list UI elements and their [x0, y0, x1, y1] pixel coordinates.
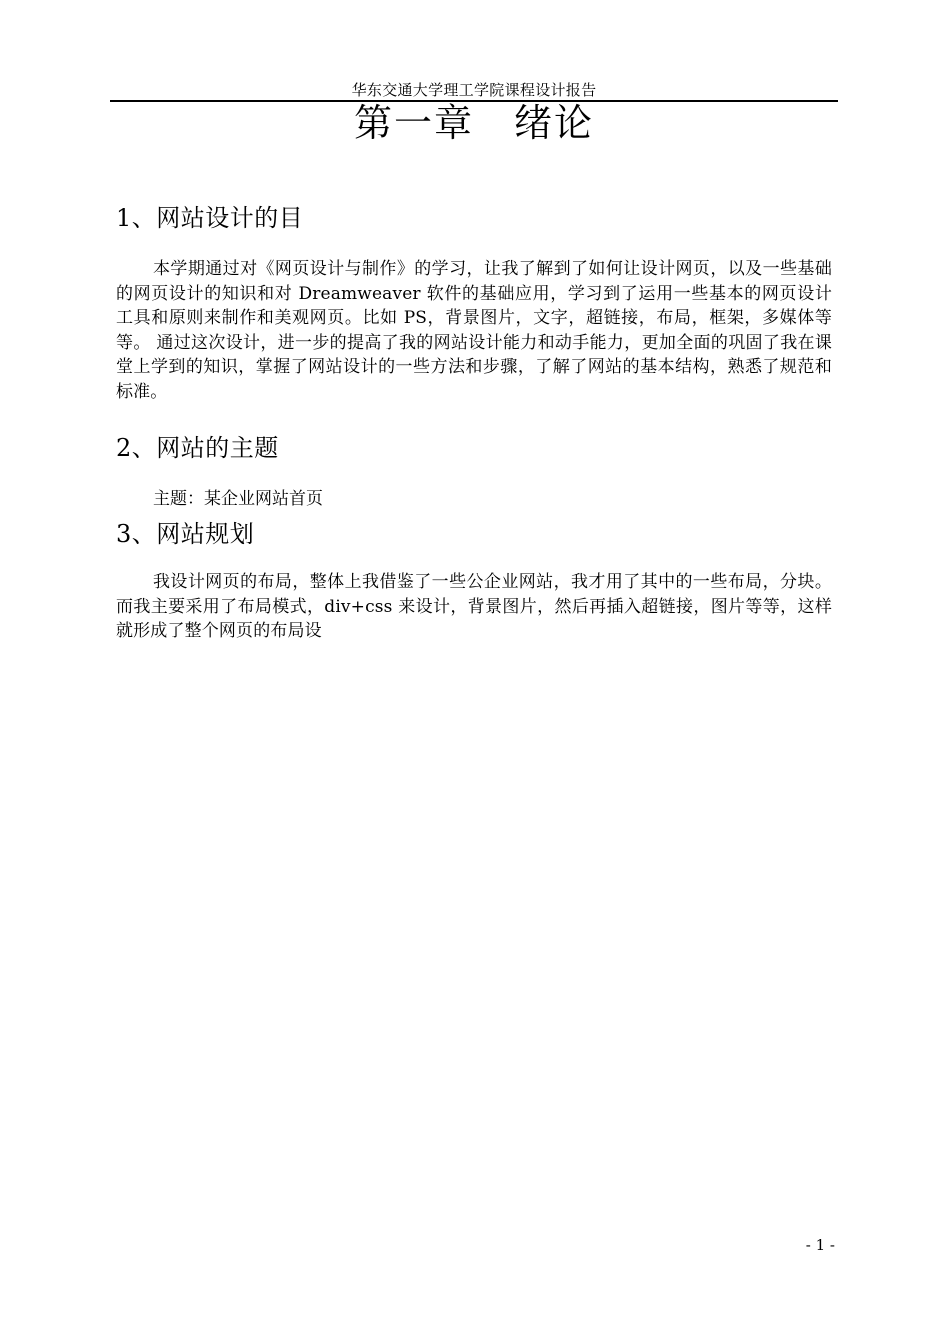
section-paragraph-theme: 主题：某企业网站首页	[153, 489, 323, 509]
page-number: - 1 -	[805, 1236, 835, 1254]
section-heading-purpose: 1、网站设计的目	[116, 204, 304, 232]
section-heading-planning: 3、网站规划	[116, 520, 255, 548]
section-paragraph-purpose: 本学期通过对《网页设计与制作》的学习，让我了解到了如何让设计网页，以及一些基础的网页设计的知识和对 Dreamweaver 软件的基础应用，学习到了运用一些基本的网页设计工具和原则来制作和美观网页。比如 PS，背景图片，文字，超链接，布局，框架，多媒体等等。 通过这次设计，进一步的提高了我的网站设计能力和动手能力，更加全面的巩固了我在课堂上学到的知识，掌握了网站设计的一些方法和步骤，了解了网站的基本结构，熟悉了规范和标准。	[116, 259, 832, 402]
section-paragraph-planning: 我设计网页的布局，整体上我借鉴了一些公企业网站，我才用了其中的一些布局，分块。而我主要采用了布局模式，div+css 来设计，背景图片，然后再插入超链接，图片等等，这样就形成了整个网页的布局设	[116, 572, 832, 641]
chapter-title: 第一章 绪论	[353, 101, 594, 145]
running-header: 华东交通大学理工学院课程设计报告	[351, 81, 597, 99]
section-heading-theme: 2、网站的主题	[116, 434, 279, 462]
